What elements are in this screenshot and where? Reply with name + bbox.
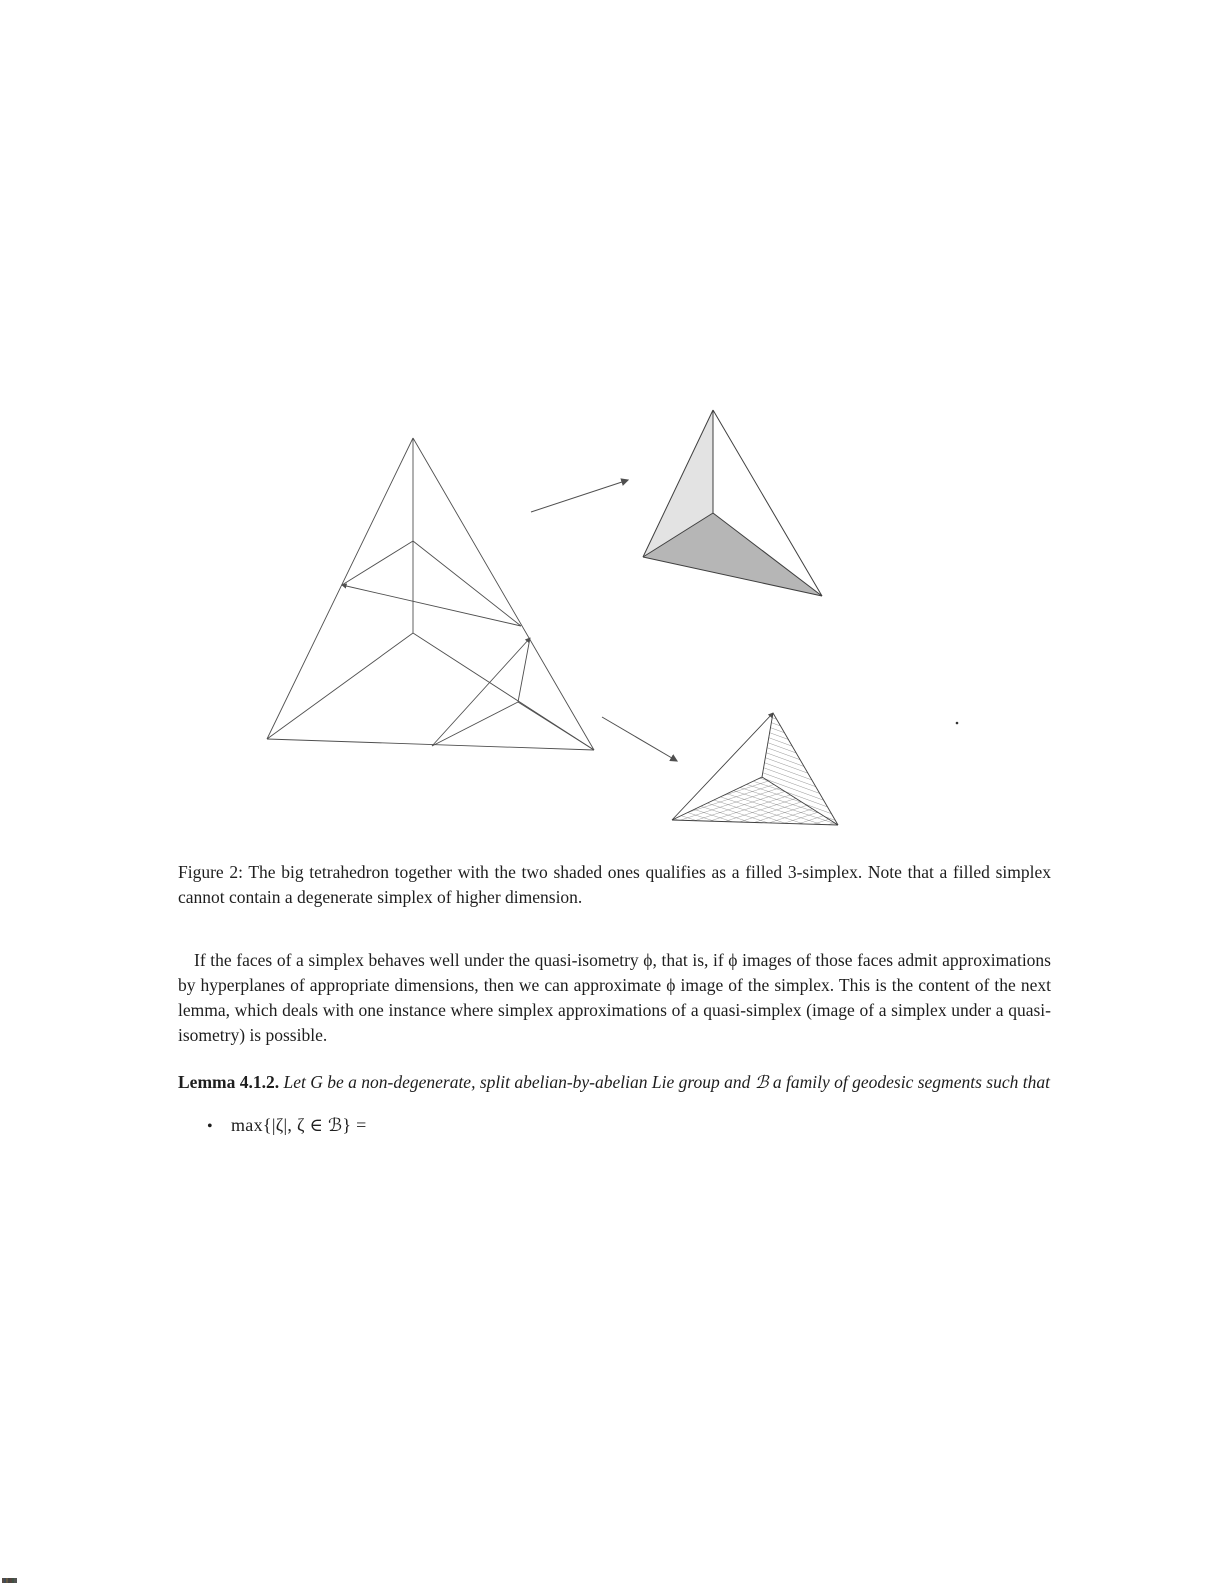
body-paragraph: If the faces of a simplex behaves well under the quasi-isometry ϕ, that is, if ϕ images of those faces admit approximations by hyperplanes of appropriate dimensions, then we can approximate ϕ image of the simplex. This is the content of the next lemma, which deals with one instance where simplex approximations of a quasi-simplex (image of a simplex under a quasi-isometry) is possible. — [178, 949, 1051, 1045]
arrow-to-bottom-tetrahedron — [602, 717, 677, 761]
lemma-label: Lemma 4.1.2. — [178, 1071, 280, 1092]
shaded-tetrahedron-top — [643, 410, 822, 596]
bullet-formula: max{|ζ|, ζ ∈ ℬ} = — [231, 1115, 367, 1135]
bullet-item — [207, 1113, 1027, 1139]
lemma-text: Let G be a non-degenerate, split abelian-by-abelian Lie group and ℬ a family of geodesic segments such that — [283, 1071, 1050, 1092]
inner-upper-simplex — [342, 541, 521, 626]
big-tetrahedron-wireframe — [267, 438, 594, 750]
hatched-tetrahedron-bottom — [672, 713, 838, 825]
figure-caption: Figure 2: The big tetrahedron together with the two shaded ones qualifies as a filled 3-simplex. Note that a filled simplex cannot contain a degenerate simplex of higher dimension. — [178, 861, 1051, 907]
inner-lower-simplex — [432, 638, 594, 750]
scan-artifact — [2, 1578, 17, 1583]
lemma-block — [178, 1070, 1051, 1095]
bullet-marker-icon: • — [207, 1118, 213, 1135]
mapping-arrows — [531, 480, 677, 761]
stray-dot — [956, 722, 959, 725]
figure-2-drawing — [0, 390, 1225, 840]
arrow-to-top-tetrahedron — [531, 480, 628, 512]
